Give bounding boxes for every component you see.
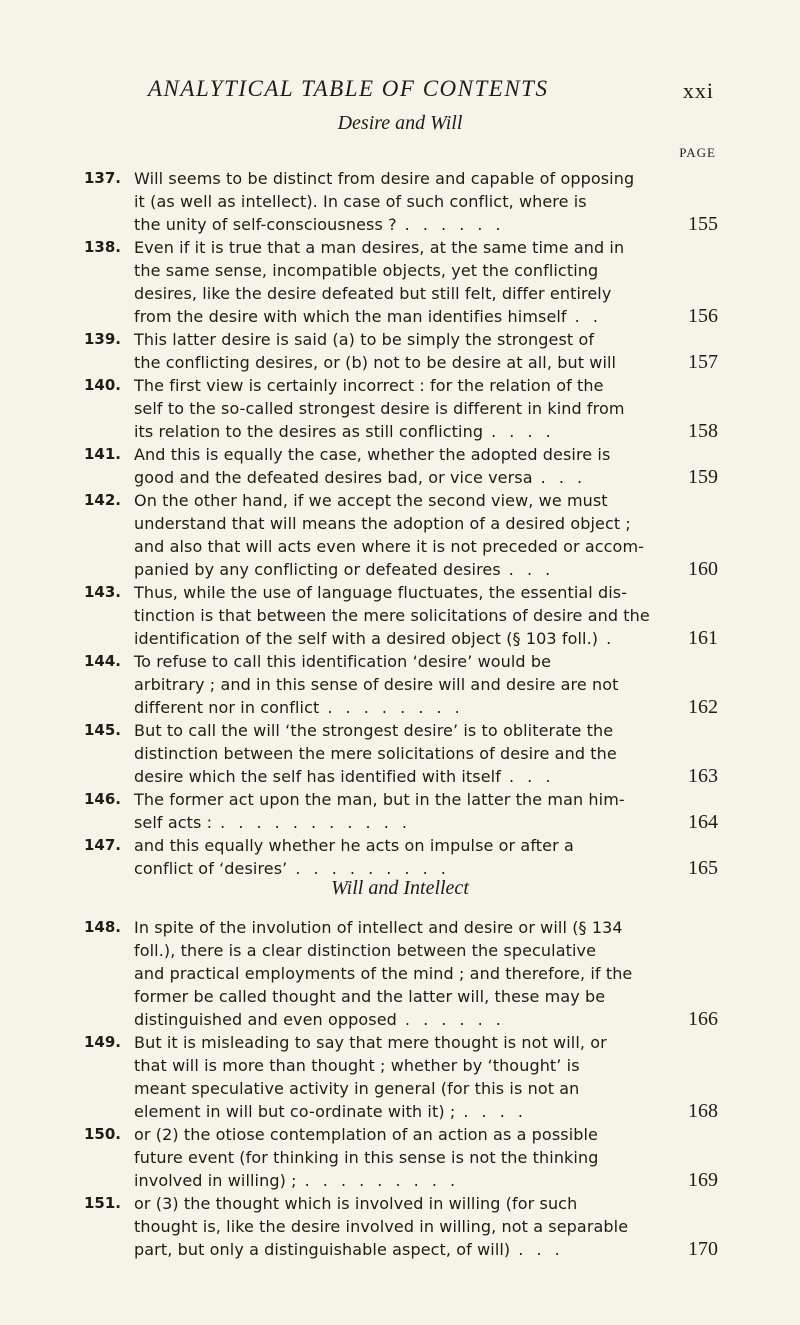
entry-text-line: panied by any conflicting or defeated desires <box>134 560 501 579</box>
entry-number: 148. <box>84 918 122 936</box>
entry-text-line: This latter desire is said (a) to be simply the strongest of <box>134 330 595 349</box>
entry-text-line: the unity of self-consciousness ? <box>134 215 397 234</box>
entry-text-line: In spite of the involution of intellect and desire or will (§ 134 <box>134 918 623 937</box>
page-number: 161 <box>688 627 718 649</box>
entry-number: 139. <box>84 330 122 348</box>
dot-leaders: . . . <box>540 468 587 487</box>
entry-text-line: its relation to the desires as still conflicting <box>134 422 484 441</box>
contents-entry <box>0 581 800 650</box>
dot-leaders: . . . . . . . . . . . <box>220 813 411 832</box>
page-number: 163 <box>688 765 718 787</box>
entry-text-line: The first view is certainly incorrect : for the relation of the <box>134 376 604 395</box>
contents-entry <box>0 1192 800 1261</box>
entry-text-line: self acts : <box>134 813 213 832</box>
entry-text-line: distinguished and even opposed <box>134 1010 397 1029</box>
page-number: 165 <box>688 857 718 879</box>
entry-number: 147. <box>84 836 122 854</box>
entry-text-line: But to call the will ‘the strongest desire’ is to obliterate the <box>134 721 614 740</box>
page-number: 168 <box>688 1100 718 1122</box>
entry-text-line: and also that will acts even where it is not preceded or accom- <box>134 537 645 556</box>
dot-leaders: . . . . . . <box>404 1010 505 1029</box>
dot-leaders: . <box>606 629 616 648</box>
contents-entry <box>0 443 800 489</box>
entry-text-line: the conflicting desires, or (b) not to be desire at all, but will <box>134 353 617 372</box>
contents-entry <box>0 328 800 374</box>
entry-text-line: Will seems to be distinct from desire and capable of opposing <box>134 169 635 188</box>
contents-entry <box>0 167 800 236</box>
entry-number: 140. <box>84 376 122 394</box>
contents-entry <box>0 1123 800 1192</box>
dot-leaders: . . . <box>508 560 555 579</box>
entry-number: 137. <box>84 169 122 187</box>
page-column-label: PAGE <box>679 145 716 160</box>
entry-text-line: distinction between the mere solicitations of desire and the <box>134 744 617 763</box>
entry-number: 149. <box>84 1033 122 1051</box>
entry-number: 151. <box>84 1194 122 1212</box>
running-title: ANALYTICAL TABLE OF CONTENTS <box>148 76 549 101</box>
page-number: 166 <box>688 1008 718 1030</box>
dot-leaders: . . . . . . . . . <box>295 859 450 878</box>
page-folio: xxi <box>682 78 714 103</box>
entry-text-line: The former act upon the man, but in the latter the man him- <box>134 790 625 809</box>
page-number: 159 <box>688 466 718 488</box>
contents-entry <box>0 834 800 880</box>
contents-entry <box>0 236 800 328</box>
entry-text-line: arbitrary ; and in this sense of desire will and desire are not <box>134 675 619 694</box>
dot-leaders: . . <box>574 307 602 326</box>
contents-entry <box>0 788 800 834</box>
contents-entry <box>0 719 800 788</box>
dot-leaders: . . . <box>508 767 555 786</box>
entry-number: 138. <box>84 238 122 256</box>
contents-entry <box>0 916 800 1031</box>
entry-number: 142. <box>84 491 122 509</box>
entry-number: 144. <box>84 652 122 670</box>
entry-text-line: that will is more than thought ; whether by ‘thought’ is <box>134 1056 580 1075</box>
dot-leaders: . . . . <box>491 422 555 441</box>
entry-text-line: And this is equally the case, whether the adopted desire is <box>134 445 611 464</box>
dot-leaders: . . . <box>518 1240 564 1259</box>
contents-entry <box>0 1031 800 1123</box>
page-number: 169 <box>688 1169 718 1191</box>
entry-text-line: it (as well as intellect). In case of such conflict, where is <box>134 192 587 211</box>
dot-leaders: . . . . <box>463 1102 527 1121</box>
entry-text-line: from the desire with which the man identifies himself <box>134 307 567 326</box>
entry-text-line: Even if it is true that a man desires, at the same time and in <box>134 238 625 257</box>
entry-text-line: To refuse to call this identification ‘desire’ would be <box>134 652 552 671</box>
entry-text-line: or (3) the thought which is involved in willing (for such <box>134 1194 578 1213</box>
entry-text-line: identification of the self with a desired object (§ 103 foll.) <box>134 629 599 648</box>
entry-text-line: future event (for thinking in this sense is not the thinking <box>134 1148 599 1167</box>
entry-text-line: Thus, while the use of language fluctuates, the essential dis- <box>134 583 628 602</box>
entry-text-line: part, but only a distinguishable aspect, of will) <box>134 1240 511 1259</box>
entry-number: 150. <box>84 1125 122 1143</box>
entry-text-line: different nor in conflict <box>134 698 320 717</box>
contents-entry <box>0 374 800 443</box>
page-number: 157 <box>688 351 718 373</box>
entry-text-line: desire which the self has identified with itself <box>134 767 501 786</box>
entry-number: 145. <box>84 721 122 739</box>
entry-text-line: tinction is that between the mere solicitations of desire and the <box>134 606 650 625</box>
section-heading-will-and-intellect: Will and Intellect <box>331 877 469 899</box>
entry-number: 143. <box>84 583 122 601</box>
entry-text-line: meant speculative activity in general (for this is not an <box>134 1079 580 1098</box>
dot-leaders: . . . . . . . . <box>327 698 464 717</box>
entry-text-line: good and the defeated desires bad, or vice versa <box>134 468 533 487</box>
entry-text-line: understand that will means the adoption of a desired object ; <box>134 514 631 533</box>
entry-text-line: self to the so-called strongest desire is different in kind from <box>134 399 625 418</box>
entry-text-line: thought is, like the desire involved in willing, not a separable <box>134 1217 629 1236</box>
section-heading-desire-and-will: Desire and Will <box>337 112 463 134</box>
entry-text-line: and practical employments of the mind ; and therefore, if the <box>134 964 633 983</box>
page-number: 158 <box>688 420 718 442</box>
entry-text-line: On the other hand, if we accept the second view, we must <box>134 491 608 510</box>
entry-number: 141. <box>84 445 122 463</box>
page-number: 170 <box>688 1238 718 1260</box>
entry-text-line: desires, like the desire defeated but still felt, differ entirely <box>134 284 612 303</box>
page-number: 162 <box>688 696 718 718</box>
contents-entry <box>0 489 800 581</box>
entry-text-line: or (2) the otiose contemplation of an action as a possible <box>134 1125 598 1144</box>
entry-number: 146. <box>84 790 122 808</box>
page-number: 155 <box>688 213 718 235</box>
entry-text-line: former be called thought and the latter will, these may be <box>134 987 606 1006</box>
entry-text-line: the same sense, incompatible objects, yet the conflicting <box>134 261 599 280</box>
page-number: 164 <box>688 811 718 833</box>
entry-text-line: and this equally whether he acts on impulse or after a <box>134 836 574 855</box>
entry-text-line: foll.), there is a clear distinction between the speculative <box>134 941 597 960</box>
entry-text-line: involved in willing) ; <box>134 1171 297 1190</box>
page-number: 160 <box>688 558 718 580</box>
entry-text-line: But it is misleading to say that mere thought is not will, or <box>134 1033 607 1052</box>
dot-leaders: . . . . . . . . . <box>304 1171 460 1190</box>
entry-text-line: conflict of ‘desires’ <box>134 859 288 878</box>
contents-entry <box>0 650 800 719</box>
entry-text-line: element in will but co-ordinate with it) ; <box>134 1102 456 1121</box>
dot-leaders: . . . . . . <box>404 215 505 234</box>
page-number: 156 <box>688 305 718 327</box>
